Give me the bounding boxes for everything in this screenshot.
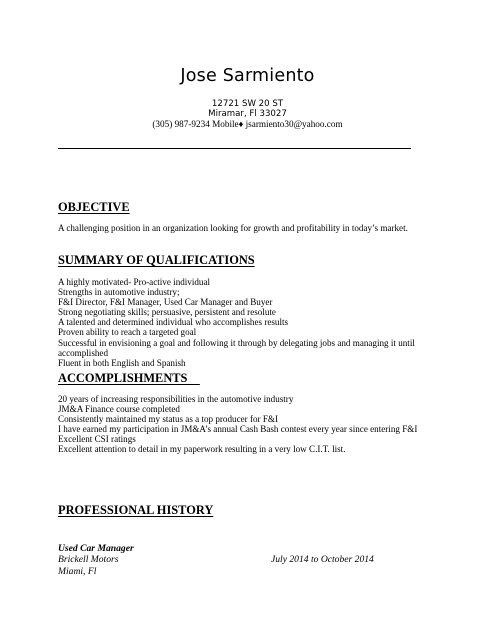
accomplishments-list bbox=[58, 394, 418, 455]
accomplishment-item: JM&A Finance course completed bbox=[58, 404, 180, 415]
qualification-item: Proven ability to reach a targeted goal bbox=[58, 327, 197, 338]
objective-line: A challenging position in an organization looking for growth and profitability in today’s market. bbox=[58, 223, 408, 233]
accomplishment-item: Excellent attention to detail in my paperwork resulting in a very low C.I.T. list. bbox=[58, 444, 346, 455]
job-dates: July 2014 to October 2014 bbox=[271, 554, 374, 565]
objective-text bbox=[58, 223, 418, 233]
qualifications-list bbox=[58, 277, 418, 368]
job-company: Brickell Motors bbox=[58, 554, 119, 566]
address-line-2: Miramar, Fl 33027 bbox=[208, 109, 287, 119]
qualification-item: Strengths in automotive industry; bbox=[58, 287, 180, 298]
candidate-name: Jose Sarmiento bbox=[180, 66, 315, 86]
contact-line: (305) 987-9234 Mobile♦ jsarmiento30@yahoo.com bbox=[152, 119, 343, 129]
qualification-item: A talented and determined individual who accomplishes results bbox=[58, 317, 289, 328]
address-line-1: 12721 SW 20 ST bbox=[211, 99, 284, 109]
job-title: Used Car Manager bbox=[58, 543, 134, 554]
job-entry bbox=[58, 543, 134, 577]
accomplishment-item: Excellent CSI ratings bbox=[58, 434, 136, 445]
header-divider bbox=[58, 148, 411, 149]
accomplishment-item: Consistently maintained my status as a top producer for F&I bbox=[58, 414, 278, 425]
qualification-item: Successful in envisioning a goal and following it through by delegating jobs and managing it until bbox=[58, 337, 415, 348]
accomplishment-item: I have earned my participation in JM&A’s annual Cash Bash contest every year since entering F&I bbox=[58, 424, 418, 435]
qualification-item: Strong negotiating skills; persuasive, persistent and resolute bbox=[58, 307, 276, 318]
qualification-item: accomplished bbox=[58, 347, 108, 358]
qualification-item: Fluent in both English and Spanish bbox=[58, 357, 186, 368]
qualification-item: A highly motivated- Pro-active individual bbox=[58, 277, 211, 287]
qualifications-heading: SUMMARY OF QUALIFICATIONS bbox=[58, 253, 255, 267]
qualification-item: F&I Director, F&I Manager, Used Car Manager and Buyer bbox=[58, 297, 273, 308]
job-location: Miami, Fl bbox=[58, 565, 97, 577]
objective-heading: OBJECTIVE bbox=[58, 200, 130, 214]
accomplishment-item: 20 years of increasing responsibilities in the automotive industry bbox=[58, 394, 294, 404]
history-heading: PROFESSIONAL HISTORY bbox=[58, 503, 214, 517]
accomplishments-heading: ACCOMPLISHMENTS bbox=[58, 371, 200, 385]
